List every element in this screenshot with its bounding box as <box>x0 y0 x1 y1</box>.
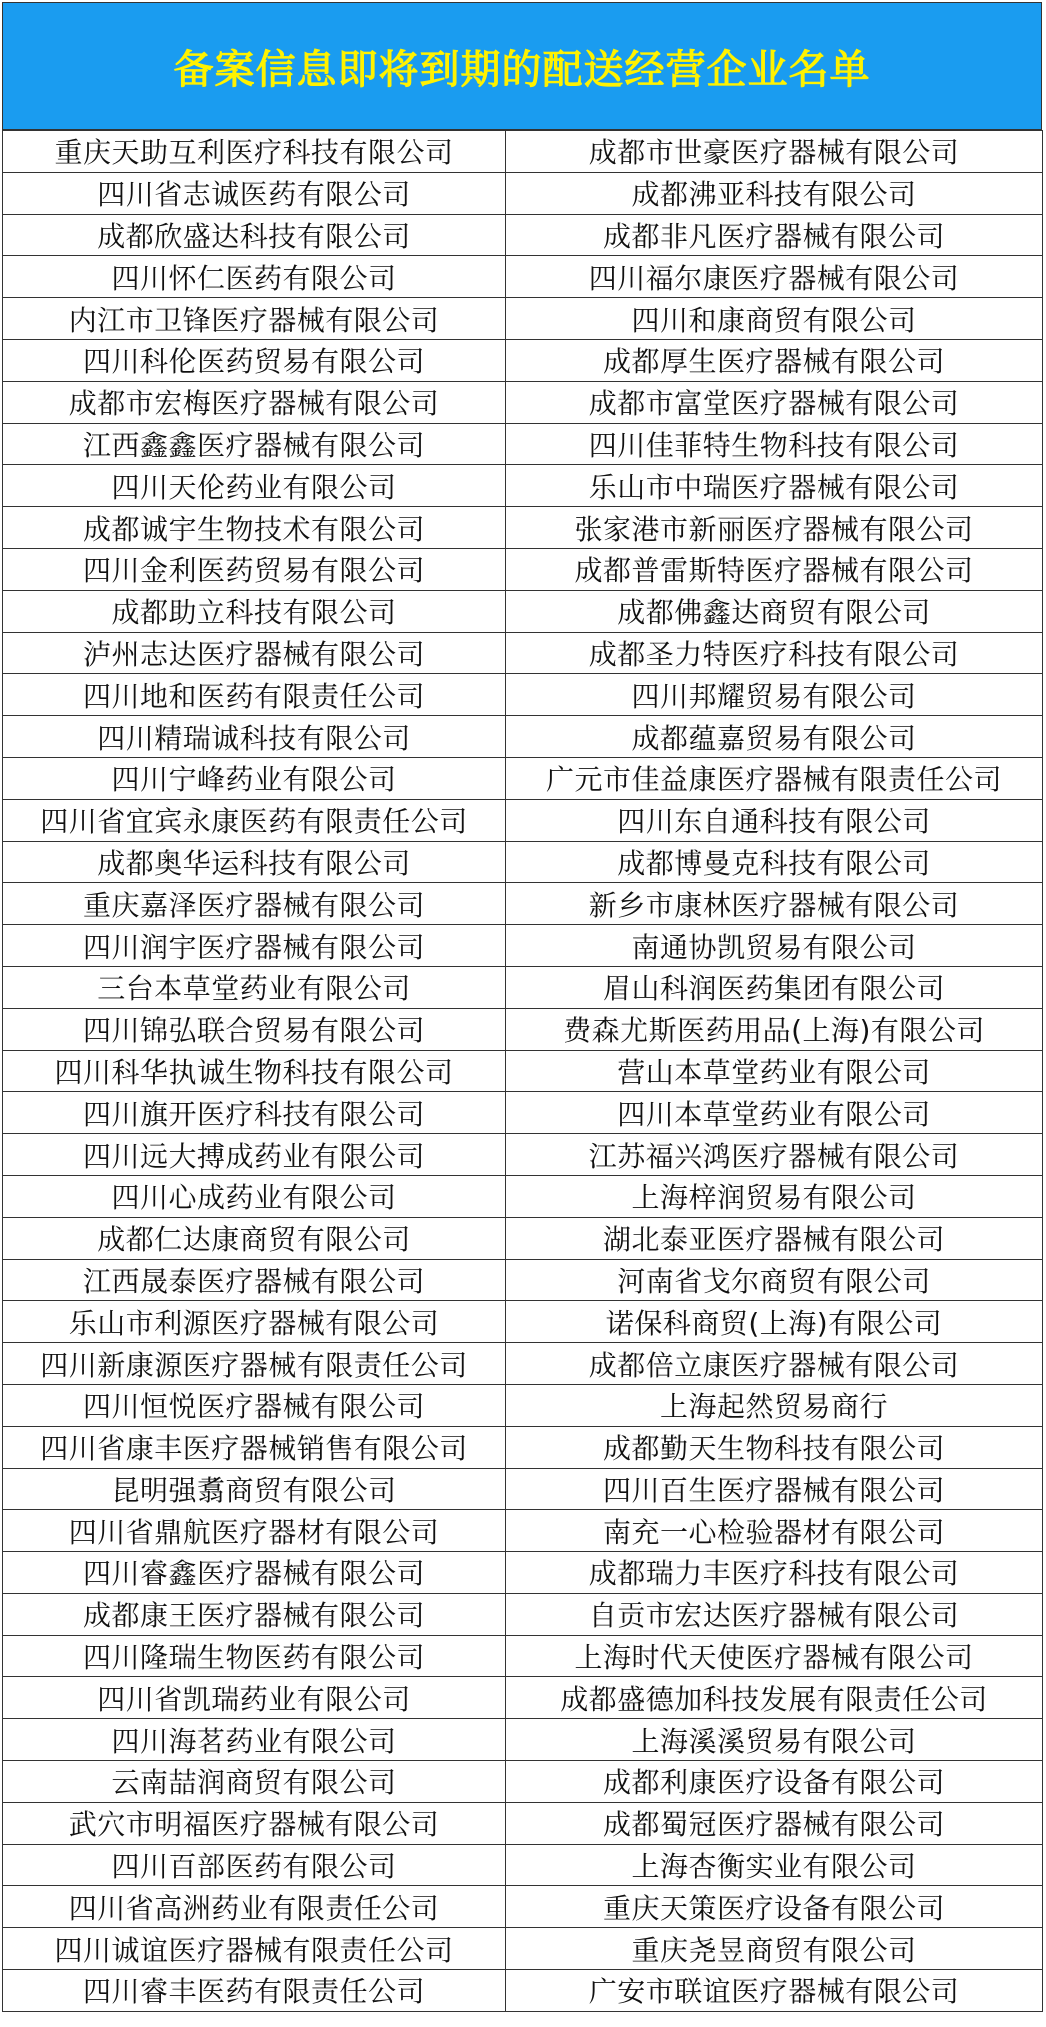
table-row <box>3 632 1043 674</box>
table-row <box>3 1008 1043 1050</box>
company-name-left: 成都助立科技有限公司 <box>3 590 506 632</box>
company-name-left: 四川新康源医疗器械有限责任公司 <box>3 1343 506 1385</box>
table-row <box>3 757 1043 799</box>
table-row <box>3 1092 1043 1134</box>
company-name-right: 成都沸亚科技有限公司 <box>506 172 1043 214</box>
company-name-left: 乐山市利源医疗器械有限公司 <box>3 1301 506 1343</box>
table-row <box>3 1719 1043 1761</box>
company-name-left: 四川诚谊医疗器械有限责任公司 <box>3 1928 506 1970</box>
company-name-left: 泸州志达医疗器械有限公司 <box>3 632 506 674</box>
company-name-right: 重庆天策医疗设备有限公司 <box>506 1886 1043 1928</box>
table-row <box>3 1510 1043 1552</box>
company-name-right: 成都蜀冠医疗器械有限公司 <box>506 1802 1043 1844</box>
company-name-right: 南充一心检验器材有限公司 <box>506 1510 1043 1552</box>
company-name-right: 成都利康医疗设备有限公司 <box>506 1761 1043 1803</box>
company-name-right: 成都市世豪医疗器械有限公司 <box>506 131 1043 173</box>
company-name-right: 上海起然贸易商行 <box>506 1384 1043 1426</box>
table-row <box>3 298 1043 340</box>
company-name-left: 四川省宜宾永康医药有限责任公司 <box>3 799 506 841</box>
company-name-left: 昆明强翥商贸有限公司 <box>3 1468 506 1510</box>
company-name-left: 内江市卫锋医疗器械有限公司 <box>3 298 506 340</box>
company-name-right: 眉山科润医药集团有限公司 <box>506 966 1043 1008</box>
company-name-right: 成都博曼克科技有限公司 <box>506 841 1043 883</box>
company-name-left: 四川省高洲药业有限责任公司 <box>3 1886 506 1928</box>
company-name-right: 自贡市宏达医疗器械有限公司 <box>506 1593 1043 1635</box>
company-name-left: 四川省志诚医药有限公司 <box>3 172 506 214</box>
company-name-left: 成都诚宇生物技术有限公司 <box>3 507 506 549</box>
table-row <box>3 1761 1043 1803</box>
table-row <box>3 1175 1043 1217</box>
company-name-right: 南通协凯贸易有限公司 <box>506 925 1043 967</box>
company-name-right: 湖北泰亚医疗器械有限公司 <box>506 1217 1043 1259</box>
table-row <box>3 1593 1043 1635</box>
company-name-left: 成都市宏梅医疗器械有限公司 <box>3 381 506 423</box>
company-name-left: 成都康王医疗器械有限公司 <box>3 1593 506 1635</box>
table-row <box>3 214 1043 256</box>
table-row <box>3 172 1043 214</box>
company-name-right: 诺保科商贸(上海)有限公司 <box>506 1301 1043 1343</box>
table-row <box>3 1677 1043 1719</box>
company-name-right: 成都蕴嘉贸易有限公司 <box>506 716 1043 758</box>
table-row <box>3 548 1043 590</box>
table-row <box>3 674 1043 716</box>
company-name-left: 江西鑫鑫医疗器械有限公司 <box>3 423 506 465</box>
company-name-left: 四川海茗药业有限公司 <box>3 1719 506 1761</box>
company-name-left: 重庆天助互利医疗科技有限公司 <box>3 131 506 173</box>
company-name-right: 乐山市中瑞医疗器械有限公司 <box>506 465 1043 507</box>
table-row <box>3 1343 1043 1385</box>
table-row <box>3 1635 1043 1677</box>
company-name-left: 四川怀仁医药有限公司 <box>3 256 506 298</box>
company-name-left: 云南喆润商贸有限公司 <box>3 1761 506 1803</box>
table-row <box>3 381 1043 423</box>
company-name-left: 成都仁达康商贸有限公司 <box>3 1217 506 1259</box>
company-name-left: 四川润宇医疗器械有限公司 <box>3 925 506 967</box>
company-name-right: 广元市佳益康医疗器械有限责任公司 <box>506 757 1043 799</box>
company-name-right: 成都厚生医疗器械有限公司 <box>506 339 1043 381</box>
company-name-right: 成都倍立康医疗器械有限公司 <box>506 1343 1043 1385</box>
company-name-left: 四川地和医药有限责任公司 <box>3 674 506 716</box>
company-name-left: 四川心成药业有限公司 <box>3 1175 506 1217</box>
company-name-left: 三台本草堂药业有限公司 <box>3 966 506 1008</box>
company-name-left: 四川科华执诚生物科技有限公司 <box>3 1050 506 1092</box>
table-row <box>3 1050 1043 1092</box>
table-row <box>3 716 1043 758</box>
table-row <box>3 925 1043 967</box>
table-row <box>3 1844 1043 1886</box>
company-name-left: 成都奥华运科技有限公司 <box>3 841 506 883</box>
table-row <box>3 1970 1043 2012</box>
table-row <box>3 1886 1043 1928</box>
company-name-left: 四川睿鑫医疗器械有限公司 <box>3 1552 506 1594</box>
table-row <box>3 1928 1043 1970</box>
company-name-right: 张家港市新丽医疗器械有限公司 <box>506 507 1043 549</box>
company-name-left: 四川科伦医药贸易有限公司 <box>3 339 506 381</box>
company-name-right: 四川佳菲特生物科技有限公司 <box>506 423 1043 465</box>
company-name-left: 四川旗开医疗科技有限公司 <box>3 1092 506 1134</box>
company-name-right: 成都圣力特医疗科技有限公司 <box>506 632 1043 674</box>
company-name-left: 四川省康丰医疗器械销售有限公司 <box>3 1426 506 1468</box>
company-name-left: 四川精瑞诚科技有限公司 <box>3 716 506 758</box>
company-name-left: 四川省鼎航医疗器材有限公司 <box>3 1510 506 1552</box>
company-name-left: 四川睿丰医药有限责任公司 <box>3 1970 506 2012</box>
company-name-right: 四川东自通科技有限公司 <box>506 799 1043 841</box>
company-name-left: 四川远大搏成药业有限公司 <box>3 1134 506 1176</box>
company-name-right: 成都勤天生物科技有限公司 <box>506 1426 1043 1468</box>
company-name-left: 四川百部医药有限公司 <box>3 1844 506 1886</box>
table-row <box>3 590 1043 632</box>
company-name-right: 重庆尧昱商贸有限公司 <box>506 1928 1043 1970</box>
table-row <box>3 131 1043 173</box>
company-name-right: 上海梓润贸易有限公司 <box>506 1175 1043 1217</box>
table-row <box>3 1217 1043 1259</box>
table-row <box>3 1426 1043 1468</box>
company-table-body <box>3 131 1043 2012</box>
table-row <box>3 1301 1043 1343</box>
table-row <box>3 1552 1043 1594</box>
company-name-left: 武穴市明福医疗器械有限公司 <box>3 1802 506 1844</box>
company-name-left: 四川天伦药业有限公司 <box>3 465 506 507</box>
company-name-right: 四川福尔康医疗器械有限公司 <box>506 256 1043 298</box>
company-name-left: 四川锦弘联合贸易有限公司 <box>3 1008 506 1050</box>
company-name-left: 四川隆瑞生物医药有限公司 <box>3 1635 506 1677</box>
table-row <box>3 841 1043 883</box>
table-row <box>3 1384 1043 1426</box>
company-name-right: 成都瑞力丰医疗科技有限公司 <box>506 1552 1043 1594</box>
company-name-right: 上海时代天使医疗器械有限公司 <box>506 1635 1043 1677</box>
table-row <box>3 423 1043 465</box>
table-row <box>3 1134 1043 1176</box>
table-row <box>3 799 1043 841</box>
company-name-right: 四川邦耀贸易有限公司 <box>506 674 1043 716</box>
table-row <box>3 1259 1043 1301</box>
table-row <box>3 465 1043 507</box>
company-name-right: 广安市联谊医疗器械有限公司 <box>506 1970 1043 2012</box>
company-name-left: 重庆嘉泽医疗器械有限公司 <box>3 883 506 925</box>
company-name-left: 四川宁峰药业有限公司 <box>3 757 506 799</box>
company-name-right: 河南省戈尔商贸有限公司 <box>506 1259 1043 1301</box>
company-table <box>2 130 1043 2012</box>
company-name-right: 上海杏衡实业有限公司 <box>506 1844 1043 1886</box>
company-name-left: 四川恒悦医疗器械有限公司 <box>3 1384 506 1426</box>
table-row <box>3 339 1043 381</box>
company-name-right: 四川和康商贸有限公司 <box>506 298 1043 340</box>
company-name-right: 四川百生医疗器械有限公司 <box>506 1468 1043 1510</box>
company-name-right: 费森尤斯医药用品(上海)有限公司 <box>506 1008 1043 1050</box>
table-row <box>3 507 1043 549</box>
company-name-left: 四川金利医药贸易有限公司 <box>3 548 506 590</box>
page-title: 备案信息即将到期的配送经营企业名单 <box>173 46 871 93</box>
company-name-right: 成都非凡医疗器械有限公司 <box>506 214 1043 256</box>
company-name-left: 成都欣盛达科技有限公司 <box>3 214 506 256</box>
company-name-right: 四川本草堂药业有限公司 <box>506 1092 1043 1134</box>
company-name-right: 江苏福兴鸿医疗器械有限公司 <box>506 1134 1043 1176</box>
company-name-right: 上海溪溪贸易有限公司 <box>506 1719 1043 1761</box>
table-row <box>3 1468 1043 1510</box>
company-name-right: 成都普雷斯特医疗器械有限公司 <box>506 548 1043 590</box>
title-bar <box>2 2 1042 130</box>
table-row <box>3 883 1043 925</box>
company-name-right: 营山本草堂药业有限公司 <box>506 1050 1043 1092</box>
company-name-left: 江西晟泰医疗器械有限公司 <box>3 1259 506 1301</box>
company-name-right: 新乡市康林医疗器械有限公司 <box>506 883 1043 925</box>
table-row <box>3 966 1043 1008</box>
company-name-right: 成都市富堂医疗器械有限公司 <box>506 381 1043 423</box>
company-name-right: 成都盛德加科技发展有限责任公司 <box>506 1677 1043 1719</box>
company-name-right: 成都佛鑫达商贸有限公司 <box>506 590 1043 632</box>
table-row <box>3 1802 1043 1844</box>
company-name-left: 四川省凯瑞药业有限公司 <box>3 1677 506 1719</box>
table-row <box>3 256 1043 298</box>
